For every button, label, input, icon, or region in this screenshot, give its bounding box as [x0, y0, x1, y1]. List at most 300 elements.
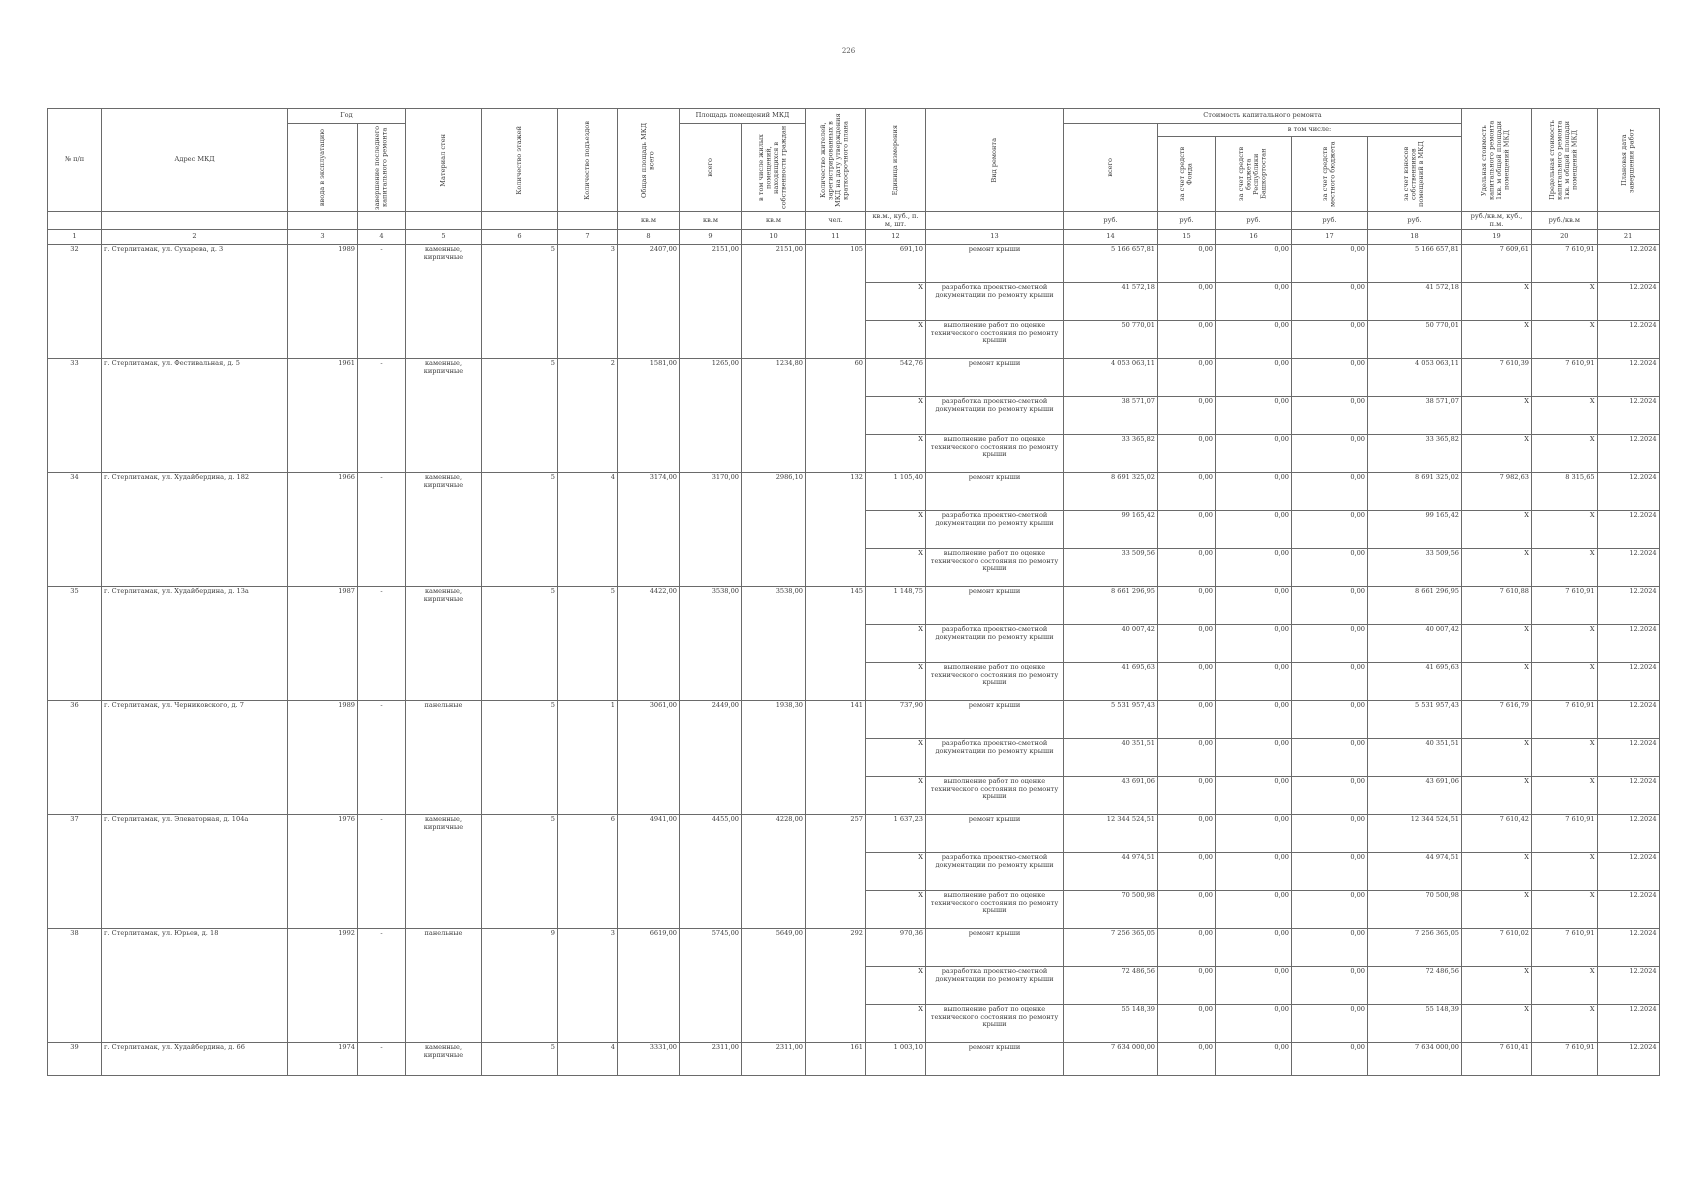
entrances: 3: [558, 245, 618, 359]
cost-republic: 0,00: [1216, 321, 1292, 359]
cost-owners: 40 007,42: [1368, 625, 1462, 663]
work-type: ремонт крыши: [926, 473, 1064, 511]
residents: 60: [806, 359, 866, 473]
header-cost-local: за счет средств местного бюджета: [1292, 137, 1368, 212]
unit-cell: руб.: [1158, 212, 1216, 230]
cost-fund: 0,00: [1158, 701, 1216, 739]
max-cost: 8 315,65: [1532, 473, 1598, 511]
building-address: г. Стерлитамак, ул. Сухарева, д. 3: [102, 245, 288, 359]
header-year-last-repair: завершение последнего капитального ремонта: [358, 124, 406, 212]
column-number: 19: [1462, 230, 1532, 245]
residential-area: 2151,00: [742, 245, 806, 359]
year-commission: 1992: [288, 929, 358, 1043]
year-last-repair: -: [358, 929, 406, 1043]
header-cost-owners: за счет взносов собственников помещений в МКД: [1368, 137, 1462, 212]
unit-cost: X: [1462, 511, 1532, 549]
cost-fund: 0,00: [1158, 967, 1216, 1005]
work-type: выполнение работ по оценке технического состояния по ремонту крыши: [926, 435, 1064, 473]
max-cost: X: [1532, 397, 1598, 435]
quantity-x: X: [866, 283, 926, 321]
year-last-repair: -: [358, 473, 406, 587]
max-cost: X: [1532, 967, 1598, 1005]
cost-total: 5 531 957,43: [1064, 701, 1158, 739]
residents: 257: [806, 815, 866, 929]
cost-owners: 5 531 957,43: [1368, 701, 1462, 739]
year-commission: 1974: [288, 1043, 358, 1076]
quantity-x: X: [866, 625, 926, 663]
cost-republic: 0,00: [1216, 283, 1292, 321]
max-cost: X: [1532, 1005, 1598, 1043]
header-premises-residential: в том числе жилых помещений, находящихся в собственности граждан: [742, 124, 806, 212]
page-number: 226: [841, 47, 856, 55]
row-number: 32: [48, 245, 102, 359]
deadline: 12.2024: [1597, 625, 1659, 663]
quantity: 1 637,23: [866, 815, 926, 853]
wall-material: каменные, кирпичные: [406, 815, 482, 929]
wall-material: панельные: [406, 929, 482, 1043]
max-cost: 7 610,91: [1532, 359, 1598, 397]
row-number: 34: [48, 473, 102, 587]
cost-local: 0,00: [1292, 777, 1368, 815]
unit-cell: руб./кв.м: [1532, 212, 1598, 230]
unit-cost: 7 982,63: [1462, 473, 1532, 511]
column-number: 12: [866, 230, 926, 245]
deadline: 12.2024: [1597, 587, 1659, 625]
unit-cell: чел.: [806, 212, 866, 230]
header-num: № п/п: [48, 109, 102, 212]
cost-local: 0,00: [1292, 1005, 1368, 1043]
unit-cell: кв.м: [742, 212, 806, 230]
year-commission: 1961: [288, 359, 358, 473]
column-number: 8: [618, 230, 680, 245]
total-area: 4422,00: [618, 587, 680, 701]
deadline: 12.2024: [1597, 967, 1659, 1005]
table-row: [48, 473, 1660, 511]
cost-owners: 8 661 296,95: [1368, 587, 1462, 625]
cost-republic: 0,00: [1216, 701, 1292, 739]
building-address: г. Стерлитамак, ул. Элеваторная, д. 104а: [102, 815, 288, 929]
cost-fund: 0,00: [1158, 1043, 1216, 1076]
header-cost-group: Стоимость капитального ремонта: [1064, 109, 1462, 124]
entrances: 5: [558, 587, 618, 701]
quantity-x: X: [866, 853, 926, 891]
unit-cost: X: [1462, 967, 1532, 1005]
unit-cell: [926, 212, 1064, 230]
deadline: 12.2024: [1597, 891, 1659, 929]
cost-owners: 99 165,42: [1368, 511, 1462, 549]
header-unit: Единица измерения: [866, 109, 926, 212]
unit-cell: кв.м: [680, 212, 742, 230]
floors: 5: [482, 701, 558, 815]
work-type: разработка проектно-сметной документации по ремонту крыши: [926, 967, 1064, 1005]
row-number: 38: [48, 929, 102, 1043]
total-area: 2407,00: [618, 245, 680, 359]
cost-total: 8 661 296,95: [1064, 587, 1158, 625]
unit-cost: 7 610,02: [1462, 929, 1532, 967]
cost-fund: 0,00: [1158, 245, 1216, 283]
unit-cell: руб./кв.м, куб., п.м.: [1462, 212, 1532, 230]
cost-local: 0,00: [1292, 663, 1368, 701]
deadline: 12.2024: [1597, 853, 1659, 891]
cost-owners: 33 509,56: [1368, 549, 1462, 587]
column-number: 9: [680, 230, 742, 245]
wall-material: каменные, кирпичные: [406, 587, 482, 701]
entrances: 2: [558, 359, 618, 473]
cost-total: 50 770,01: [1064, 321, 1158, 359]
residents: 105: [806, 245, 866, 359]
header-cost-fund: за счет средств Фонда: [1158, 137, 1216, 212]
quantity-x: X: [866, 967, 926, 1005]
unit-cell: руб.: [1064, 212, 1158, 230]
work-type: разработка проектно-сметной документации по ремонту крыши: [926, 739, 1064, 777]
quantity-x: X: [866, 777, 926, 815]
work-type: разработка проектно-сметной документации по ремонту крыши: [926, 853, 1064, 891]
premises-area: 3538,00: [680, 587, 742, 701]
table-row: [48, 245, 1660, 283]
column-number: 18: [1368, 230, 1462, 245]
cost-owners: 7 634 000,00: [1368, 1043, 1462, 1076]
cost-total: 4 053 063,11: [1064, 359, 1158, 397]
max-cost: X: [1532, 853, 1598, 891]
work-type: выполнение работ по оценке технического состояния по ремонту крыши: [926, 549, 1064, 587]
residents: 145: [806, 587, 866, 701]
building-address: г. Стерлитамак, ул. Юрьев, д. 18: [102, 929, 288, 1043]
column-number: 1: [48, 230, 102, 245]
work-type: ремонт крыши: [926, 245, 1064, 283]
cost-owners: 55 148,39: [1368, 1005, 1462, 1043]
max-cost: 7 610,91: [1532, 587, 1598, 625]
year-last-repair: -: [358, 587, 406, 701]
year-last-repair: -: [358, 359, 406, 473]
unit-cost: 7 610,42: [1462, 815, 1532, 853]
cost-local: 0,00: [1292, 397, 1368, 435]
row-number: 37: [48, 815, 102, 929]
floors: 5: [482, 587, 558, 701]
max-cost: X: [1532, 283, 1598, 321]
residents: 292: [806, 929, 866, 1043]
max-cost: X: [1532, 739, 1598, 777]
cost-republic: 0,00: [1216, 549, 1292, 587]
year-last-repair: -: [358, 1043, 406, 1076]
max-cost: 7 610,91: [1532, 245, 1598, 283]
cost-fund: 0,00: [1158, 587, 1216, 625]
cost-total: 12 344 524,51: [1064, 815, 1158, 853]
cost-local: 0,00: [1292, 891, 1368, 929]
quantity-x: X: [866, 739, 926, 777]
work-type: ремонт крыши: [926, 929, 1064, 967]
header-cost-incl: в том числе:: [1158, 124, 1462, 137]
quantity: 1 003,10: [866, 1043, 926, 1076]
max-cost: X: [1532, 549, 1598, 587]
entrances: 6: [558, 815, 618, 929]
deadline: 12.2024: [1597, 777, 1659, 815]
column-number: 13: [926, 230, 1064, 245]
cost-owners: 44 974,51: [1368, 853, 1462, 891]
header-cost-republic: за счет средств бюджета Республики Башкортостан: [1216, 137, 1292, 212]
unit-cell: [406, 212, 482, 230]
cost-republic: 0,00: [1216, 663, 1292, 701]
header-total-area: Общая площадь МКД всего: [618, 109, 680, 212]
building-address: г. Стерлитамак, ул. Фестивальная, д. 5: [102, 359, 288, 473]
cost-local: 0,00: [1292, 473, 1368, 511]
cost-republic: 0,00: [1216, 1005, 1292, 1043]
work-type: выполнение работ по оценке технического состояния по ремонту крыши: [926, 1005, 1064, 1043]
quantity-x: X: [866, 1005, 926, 1043]
residents: 132: [806, 473, 866, 587]
cost-total: 7 256 365,05: [1064, 929, 1158, 967]
quantity-x: X: [866, 549, 926, 587]
unit-cost: X: [1462, 663, 1532, 701]
work-type: ремонт крыши: [926, 701, 1064, 739]
header-cost-total: всего: [1064, 124, 1158, 212]
residents: 141: [806, 701, 866, 815]
wall-material: каменные, кирпичные: [406, 473, 482, 587]
cost-republic: 0,00: [1216, 473, 1292, 511]
quantity: 542,76: [866, 359, 926, 397]
deadline: 12.2024: [1597, 739, 1659, 777]
premises-area: 2151,00: [680, 245, 742, 359]
table-row: [48, 815, 1660, 853]
column-number: 2: [102, 230, 288, 245]
table-body: [48, 245, 1660, 1076]
table-row: [48, 701, 1660, 739]
work-type: разработка проектно-сметной документации по ремонту крыши: [926, 625, 1064, 663]
cost-owners: 33 365,82: [1368, 435, 1462, 473]
cost-local: 0,00: [1292, 321, 1368, 359]
year-last-repair: -: [358, 815, 406, 929]
work-type: ремонт крыши: [926, 815, 1064, 853]
cost-total: 44 974,51: [1064, 853, 1158, 891]
cost-total: 41 695,63: [1064, 663, 1158, 701]
cost-total: 7 634 000,00: [1064, 1043, 1158, 1076]
wall-material: каменные, кирпичные: [406, 1043, 482, 1076]
cost-owners: 40 351,51: [1368, 739, 1462, 777]
cost-owners: 8 691 325,02: [1368, 473, 1462, 511]
cost-owners: 7 256 365,05: [1368, 929, 1462, 967]
header-premises-total: всего: [680, 124, 742, 212]
cost-local: 0,00: [1292, 815, 1368, 853]
max-cost: X: [1532, 663, 1598, 701]
floors: 5: [482, 473, 558, 587]
unit-cell: [288, 212, 358, 230]
cost-fund: 0,00: [1158, 473, 1216, 511]
cost-owners: 12 344 524,51: [1368, 815, 1462, 853]
cost-owners: 38 571,07: [1368, 397, 1462, 435]
cost-total: 38 571,07: [1064, 397, 1158, 435]
work-type: выполнение работ по оценке технического состояния по ремонту крыши: [926, 777, 1064, 815]
unit-cost: X: [1462, 283, 1532, 321]
residents: 161: [806, 1043, 866, 1076]
cost-owners: 5 166 657,81: [1368, 245, 1462, 283]
entrances: 4: [558, 473, 618, 587]
cost-total: 55 148,39: [1064, 1005, 1158, 1043]
year-commission: 1966: [288, 473, 358, 587]
cost-republic: 0,00: [1216, 359, 1292, 397]
units-row: [48, 212, 1660, 230]
residential-area: 3538,00: [742, 587, 806, 701]
year-commission: 1976: [288, 815, 358, 929]
row-number: 36: [48, 701, 102, 815]
cost-fund: 0,00: [1158, 777, 1216, 815]
column-number: 5: [406, 230, 482, 245]
deadline: 12.2024: [1597, 359, 1659, 397]
max-cost: 7 610,91: [1532, 1043, 1598, 1076]
header-entrances: Количество подъездов: [558, 109, 618, 212]
unit-cell: [558, 212, 618, 230]
cost-owners: 41 695,63: [1368, 663, 1462, 701]
year-commission: 1987: [288, 587, 358, 701]
unit-cost: X: [1462, 1005, 1532, 1043]
quantity: 691,10: [866, 245, 926, 283]
deadline: 12.2024: [1597, 929, 1659, 967]
unit-cost: 7 616,79: [1462, 701, 1532, 739]
deadline: 12.2024: [1597, 435, 1659, 473]
cost-local: 0,00: [1292, 511, 1368, 549]
cost-republic: 0,00: [1216, 397, 1292, 435]
cost-republic: 0,00: [1216, 853, 1292, 891]
floors: 5: [482, 1043, 558, 1076]
max-cost: X: [1532, 435, 1598, 473]
work-type: ремонт крыши: [926, 359, 1064, 397]
floors: 5: [482, 245, 558, 359]
cost-fund: 0,00: [1158, 663, 1216, 701]
header-floors: Количество этажей: [482, 109, 558, 212]
residential-area: 2311,00: [742, 1043, 806, 1076]
cost-total: 41 572,18: [1064, 283, 1158, 321]
cost-local: 0,00: [1292, 967, 1368, 1005]
column-number: 16: [1216, 230, 1292, 245]
cost-local: 0,00: [1292, 549, 1368, 587]
max-cost: X: [1532, 321, 1598, 359]
unit-cost: X: [1462, 435, 1532, 473]
building-address: г. Стерлитамак, ул. Черниковского, д. 7: [102, 701, 288, 815]
cost-republic: 0,00: [1216, 245, 1292, 283]
deadline: 12.2024: [1597, 701, 1659, 739]
column-number: 3: [288, 230, 358, 245]
cost-fund: 0,00: [1158, 1005, 1216, 1043]
unit-cost: X: [1462, 397, 1532, 435]
header-address: Адрес МКД: [102, 109, 288, 212]
cost-republic: 0,00: [1216, 815, 1292, 853]
cost-fund: 0,00: [1158, 815, 1216, 853]
cost-local: 0,00: [1292, 283, 1368, 321]
unit-cell: [48, 212, 102, 230]
unit-cost: 7 610,88: [1462, 587, 1532, 625]
wall-material: панельные: [406, 701, 482, 815]
cost-local: 0,00: [1292, 625, 1368, 663]
cost-fund: 0,00: [1158, 891, 1216, 929]
cost-local: 0,00: [1292, 435, 1368, 473]
deadline: 12.2024: [1597, 1043, 1659, 1076]
floors: 5: [482, 815, 558, 929]
cost-owners: 41 572,18: [1368, 283, 1462, 321]
max-cost: X: [1532, 777, 1598, 815]
year-last-repair: -: [358, 701, 406, 815]
wall-material: каменные, кирпичные: [406, 359, 482, 473]
entrances: 3: [558, 929, 618, 1043]
cost-total: 40 007,42: [1064, 625, 1158, 663]
cost-owners: 43 691,06: [1368, 777, 1462, 815]
quantity-x: X: [866, 397, 926, 435]
column-number: 10: [742, 230, 806, 245]
cost-fund: 0,00: [1158, 929, 1216, 967]
unit-cost: 7 610,41: [1462, 1043, 1532, 1076]
unit-cell: [102, 212, 288, 230]
capital-repair-table: [47, 108, 1660, 1076]
quantity: 1 105,40: [866, 473, 926, 511]
quantity-x: X: [866, 435, 926, 473]
cost-fund: 0,00: [1158, 739, 1216, 777]
cost-total: 72 486,56: [1064, 967, 1158, 1005]
quantity: 1 148,75: [866, 587, 926, 625]
header-year-group: Год: [288, 109, 406, 124]
residential-area: 4228,00: [742, 815, 806, 929]
floors: 5: [482, 359, 558, 473]
unit-cell: [482, 212, 558, 230]
table-row: [48, 929, 1660, 967]
row-number: 39: [48, 1043, 102, 1076]
work-type: выполнение работ по оценке технического состояния по ремонту крыши: [926, 321, 1064, 359]
quantity-x: X: [866, 663, 926, 701]
deadline: 12.2024: [1597, 283, 1659, 321]
work-type: разработка проектно-сметной документации по ремонту крыши: [926, 283, 1064, 321]
max-cost: X: [1532, 891, 1598, 929]
residential-area: 1938,30: [742, 701, 806, 815]
unit-cell: [358, 212, 406, 230]
cost-fund: 0,00: [1158, 435, 1216, 473]
cost-owners: 72 486,56: [1368, 967, 1462, 1005]
cost-republic: 0,00: [1216, 891, 1292, 929]
unit-cost: 7 609,61: [1462, 245, 1532, 283]
premises-area: 1265,00: [680, 359, 742, 473]
max-cost: X: [1532, 511, 1598, 549]
cost-total: 33 509,56: [1064, 549, 1158, 587]
max-cost: 7 610,91: [1532, 701, 1598, 739]
total-area: 3061,00: [618, 701, 680, 815]
header-max-cost: Предельная стоимость капитального ремонта 1кв. м общей площади помещений МКД: [1532, 109, 1598, 212]
unit-cell: [1597, 212, 1659, 230]
cost-fund: 0,00: [1158, 397, 1216, 435]
cost-total: 33 365,82: [1064, 435, 1158, 473]
year-commission: 1989: [288, 245, 358, 359]
cost-republic: 0,00: [1216, 587, 1292, 625]
total-area: 3174,00: [618, 473, 680, 587]
cost-republic: 0,00: [1216, 929, 1292, 967]
cost-total: 43 691,06: [1064, 777, 1158, 815]
premises-area: 4455,00: [680, 815, 742, 929]
cost-total: 5 166 657,81: [1064, 245, 1158, 283]
max-cost: 7 610,91: [1532, 815, 1598, 853]
floors: 9: [482, 929, 558, 1043]
deadline: 12.2024: [1597, 245, 1659, 283]
cost-fund: 0,00: [1158, 321, 1216, 359]
premises-area: 5745,00: [680, 929, 742, 1043]
cost-owners: 50 770,01: [1368, 321, 1462, 359]
premises-area: 2449,00: [680, 701, 742, 815]
unit-cell: руб.: [1292, 212, 1368, 230]
work-type: разработка проектно-сметной документации по ремонту крыши: [926, 511, 1064, 549]
unit-cost: X: [1462, 853, 1532, 891]
header-deadline: Плановая дата завершения работ: [1597, 109, 1659, 212]
premises-area: 3170,00: [680, 473, 742, 587]
max-cost: 7 610,91: [1532, 929, 1598, 967]
cost-fund: 0,00: [1158, 853, 1216, 891]
quantity: 737,90: [866, 701, 926, 739]
deadline: 12.2024: [1597, 1005, 1659, 1043]
cost-local: 0,00: [1292, 1043, 1368, 1076]
column-numbers-row: [48, 230, 1660, 245]
cost-local: 0,00: [1292, 245, 1368, 283]
